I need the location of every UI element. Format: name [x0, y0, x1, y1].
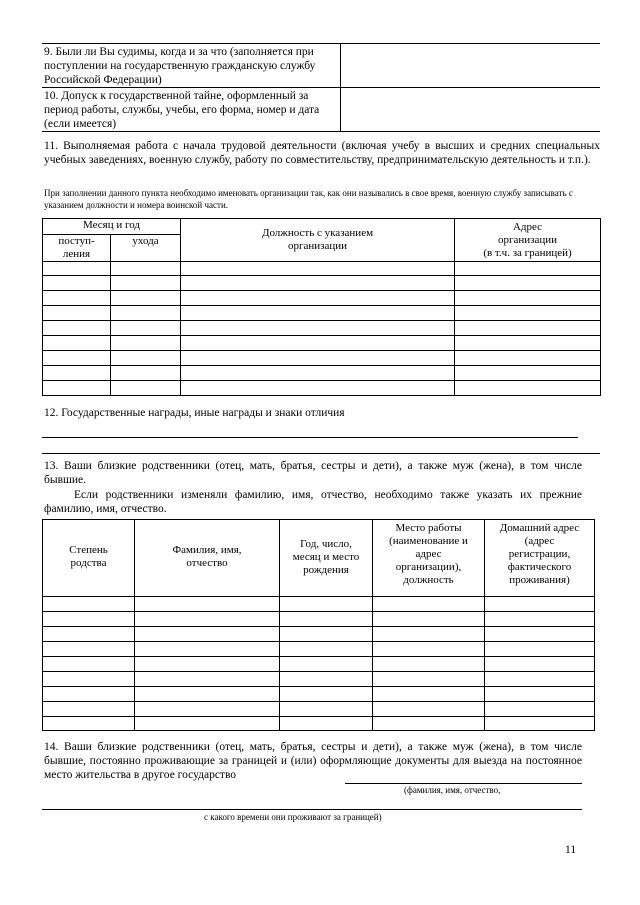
table-cell[interactable] — [43, 657, 135, 672]
q14-question: 14. Ваши близкие родственники (отец, мать, братья, сестры и дети), а также муж (жена), в том числе бывшие, постоянно проживающие за границей и (или) оформляющие документы для выезда на постоянное место жительства в другое государство — [44, 741, 582, 781]
header-birth: Год, число, месяц и место рождения — [280, 520, 373, 597]
table-cell[interactable] — [135, 627, 280, 642]
table-cell[interactable] — [135, 687, 280, 702]
q11-note: При заполнении данного пункта необходимо именовать организации так, как они назывались в свое время, военную службу записывать с указанием должности и номера воинской части. — [44, 188, 573, 210]
q11-question: 11. Выполняемая работа с начала трудовой деятельности (включая учебу в высших и средних специальных учебных заведениях, военную службу, работу по совместительству, предпринимательскую деятельность и т.п.). — [44, 140, 600, 166]
header-month-year: Месяц и год — [43, 219, 181, 235]
table-cell[interactable] — [43, 687, 135, 702]
table-cell[interactable] — [373, 612, 485, 627]
table-cell[interactable] — [43, 717, 135, 731]
table-row — [43, 687, 595, 702]
table-cell[interactable] — [280, 627, 373, 642]
table-cell[interactable] — [485, 702, 595, 717]
table-cell[interactable] — [373, 597, 485, 612]
table-cell[interactable] — [373, 687, 485, 702]
q9-top-border — [42, 43, 600, 44]
table-cell[interactable] — [280, 717, 373, 731]
table-cell[interactable] — [373, 627, 485, 642]
q12-answer-line-1[interactable] — [42, 437, 578, 438]
table-cell[interactable] — [43, 321, 111, 336]
table-cell[interactable] — [43, 627, 135, 642]
q9-question: 9. Были ли Вы судимы, когда и за что (заполняется при поступлении на государственную гражданскую службу Российской Федерации) — [44, 46, 316, 86]
table-cell[interactable] — [181, 366, 455, 381]
table-cell[interactable] — [43, 351, 111, 366]
table-row — [43, 262, 601, 276]
table-cell[interactable] — [135, 672, 280, 687]
table-cell[interactable] — [280, 702, 373, 717]
table-cell[interactable] — [280, 687, 373, 702]
table-cell[interactable] — [43, 642, 135, 657]
table-cell[interactable] — [181, 276, 455, 291]
header-home: Домашний адрес (адрес регистрации, фактического проживания) — [485, 520, 595, 597]
table-cell[interactable] — [135, 597, 280, 612]
table-row — [43, 276, 601, 291]
table-cell[interactable] — [43, 597, 135, 612]
page-number: 11 — [565, 844, 577, 856]
table-cell[interactable] — [455, 321, 601, 336]
table-cell[interactable] — [43, 276, 111, 291]
table-cell[interactable] — [280, 642, 373, 657]
table-cell[interactable] — [455, 262, 601, 276]
table-cell[interactable] — [43, 702, 135, 717]
table-cell[interactable] — [43, 672, 135, 687]
table-cell[interactable] — [455, 336, 601, 351]
table-cell[interactable] — [373, 672, 485, 687]
q10-bottom-border — [42, 131, 600, 132]
table-cell[interactable] — [181, 306, 455, 321]
q13-question: 13. Ваши близкие родственники (отец, мать, братья, сестры и дети), а также муж (жена), в том числе бывшие. — [44, 460, 582, 486]
table-cell[interactable] — [43, 291, 111, 306]
table-cell[interactable] — [280, 672, 373, 687]
table-cell[interactable] — [373, 642, 485, 657]
table-cell[interactable] — [111, 366, 181, 381]
table-cell[interactable] — [455, 351, 601, 366]
table-row — [43, 657, 595, 672]
table-cell[interactable] — [455, 366, 601, 381]
table-row — [43, 597, 595, 612]
header-kinship: Степень родства — [43, 520, 135, 597]
q14-answer-line-2[interactable] — [42, 809, 582, 810]
table-cell[interactable] — [43, 381, 111, 396]
table-cell[interactable] — [455, 291, 601, 306]
table-cell[interactable] — [135, 702, 280, 717]
table-row — [43, 321, 601, 336]
relatives-table — [42, 519, 595, 731]
table-cell[interactable] — [485, 612, 595, 627]
q10-question: 10. Допуск к государственной тайне, оформленный за период работы, службы, учебы, его форма, номер и дата (если имеется) — [44, 90, 320, 130]
table-cell[interactable] — [280, 612, 373, 627]
header-address: Адрес организации (в т.ч. за границей) — [455, 219, 601, 262]
table-cell[interactable] — [135, 612, 280, 627]
table-row — [43, 306, 601, 321]
table-cell[interactable] — [181, 381, 455, 396]
table-row — [43, 612, 595, 627]
table-cell[interactable] — [485, 657, 595, 672]
table-row — [43, 366, 601, 381]
table-row — [43, 351, 601, 366]
table-cell[interactable] — [373, 657, 485, 672]
header-position: Должность с указанием организации — [181, 219, 455, 262]
table-cell[interactable] — [455, 276, 601, 291]
table-row — [43, 717, 595, 731]
table-cell[interactable] — [181, 351, 455, 366]
table-cell[interactable] — [280, 597, 373, 612]
table-row — [43, 627, 595, 642]
table-cell[interactable] — [111, 276, 181, 291]
q14-caption-2: с какого времени они проживают за границей) — [204, 812, 382, 822]
q13-note: Если родственники изменяли фамилию, имя, отчество, необходимо также указать их прежние фамилию, имя, отчество. — [44, 489, 582, 515]
table-cell[interactable] — [111, 351, 181, 366]
table-cell[interactable] — [111, 306, 181, 321]
table-cell[interactable] — [111, 321, 181, 336]
q12-answer-line-2[interactable] — [42, 453, 600, 454]
table-cell[interactable] — [455, 381, 601, 396]
table-cell[interactable] — [135, 642, 280, 657]
q12-question: 12. Государственные награды, иные награды и знаки отличия — [44, 407, 345, 419]
table-cell[interactable] — [373, 702, 485, 717]
table-cell[interactable] — [43, 262, 111, 276]
table-cell[interactable] — [485, 687, 595, 702]
work-history-table — [42, 218, 601, 396]
q14-caption-1: (фамилия, имя, отчество, — [404, 785, 501, 795]
table-cell[interactable] — [373, 717, 485, 731]
table-cell[interactable] — [111, 336, 181, 351]
table-cell[interactable] — [111, 291, 181, 306]
table-cell[interactable] — [43, 336, 111, 351]
table-row — [43, 702, 595, 717]
table-cell[interactable] — [181, 262, 455, 276]
table-cell[interactable] — [43, 366, 111, 381]
table-cell[interactable] — [455, 306, 601, 321]
header-name: Фамилия, имя, отчество — [135, 520, 280, 597]
header-exit: ухода — [111, 235, 181, 262]
table-cell[interactable] — [135, 717, 280, 731]
table-cell[interactable] — [485, 597, 595, 612]
header-work: Место работы (наименование и адрес организации), должность — [373, 520, 485, 597]
table-row — [43, 336, 601, 351]
table-cell[interactable] — [43, 306, 111, 321]
table-cell[interactable] — [280, 657, 373, 672]
q9-q10-separator — [42, 87, 600, 88]
table-cell[interactable] — [111, 381, 181, 396]
table-cell[interactable] — [111, 262, 181, 276]
table-cell[interactable] — [181, 321, 455, 336]
table-cell[interactable] — [485, 627, 595, 642]
header-entry: поступ- ления — [43, 235, 111, 262]
table-row — [43, 291, 601, 306]
table-row — [43, 381, 601, 396]
table-cell[interactable] — [135, 657, 280, 672]
table-cell[interactable] — [181, 291, 455, 306]
table-cell[interactable] — [485, 642, 595, 657]
table-row — [43, 642, 595, 657]
table-cell[interactable] — [485, 717, 595, 731]
table-cell[interactable] — [485, 672, 595, 687]
table-cell[interactable] — [43, 612, 135, 627]
table-cell[interactable] — [181, 336, 455, 351]
table-row — [43, 672, 595, 687]
